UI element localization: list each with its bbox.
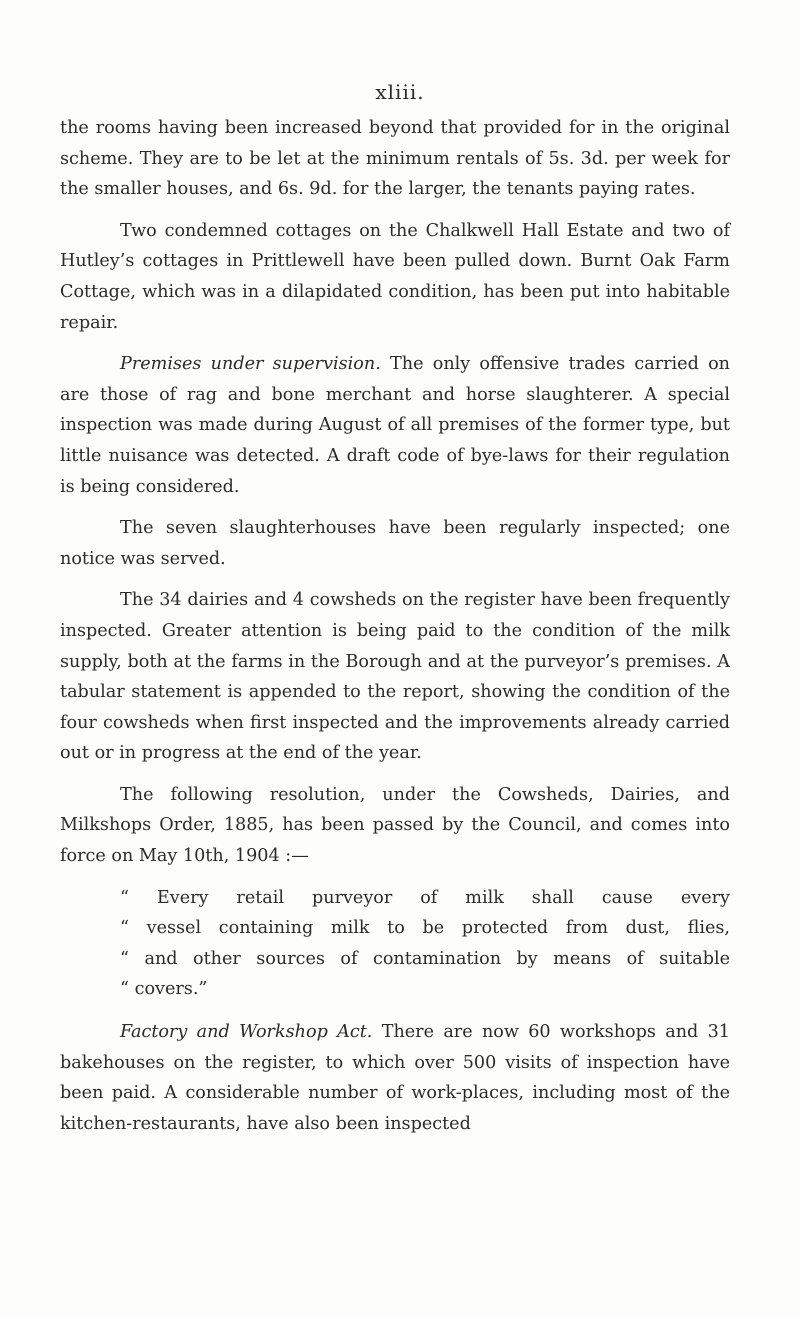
paragraph-resolution: The following resolution, under the Cowsheds, Dairies, and Milkshops Order, 1885, has been passed by the Council, and comes into force on May 10th, 1904 :—	[60, 784, 730, 867]
body-text	[60, 113, 730, 1150]
resolution-quote	[60, 883, 730, 1005]
quote-line: “ and other sources of contamination by means of suitable	[120, 948, 730, 969]
paragraph-premises-under-supervision	[60, 349, 730, 502]
paragraph-condemned-cottages: Two condemned cottages on the Chalkwell Hall Estate and two of Hutley’s cottages in Prittlewell have been pulled down. Burnt Oak Farm Cottage, which was in a dilapidated condition, has been put into habitable repair.	[60, 220, 730, 333]
factory-heading: Factory and Workshop Act.	[120, 1022, 373, 1043]
paragraph-housing-continuation: the rooms having been increased beyond that provided for in the original scheme. They are to be let at the minimum rentals of 5s. 3d. per week for the smaller houses, and 6s. 9d. for the larger, the tenants paying rates.	[60, 118, 730, 200]
quote-line: “ Every retail purveyor of milk shall cause every	[120, 887, 730, 908]
paragraph-dairies-cowsheds: The 34 dairies and 4 cowsheds on the register have been frequently inspected. Greater attention is being paid to the condition of the milk supply, both at the farms in the Borough and at the purveyor’s premises. A tabular statement is appended to the report, showing the condition of the four cowsheds when first inspected and the improvements already carried out or in progress at the end of the year.	[60, 590, 730, 764]
premises-heading: Premises under supervision.	[120, 354, 381, 375]
quote-line: “ covers.”	[120, 979, 208, 1000]
factory-body: There are now 60 workshops and 31 bakehouses on the register, to which over 500 visits of inspection have been paid. A considerable number of work-places, including most of the kitchen-restaurants, have also been inspected	[60, 1022, 730, 1134]
paragraph-slaughterhouses: The seven slaughterhouses have been regularly inspected; one notice was served.	[60, 518, 730, 569]
paragraph-factory-workshop-act	[60, 1017, 730, 1139]
quote-line: “ vessel containing milk to be protected from dust, flies,	[120, 918, 730, 939]
premises-body: The only offensive trades carried on are those of rag and bone merchant and horse slaughterer. A special inspection was made during August of all premises of the former type, but little nuisance was detected. A draft code of bye-laws for their regulation is being considered.	[60, 354, 730, 497]
page-number: xliii.	[375, 80, 425, 104]
